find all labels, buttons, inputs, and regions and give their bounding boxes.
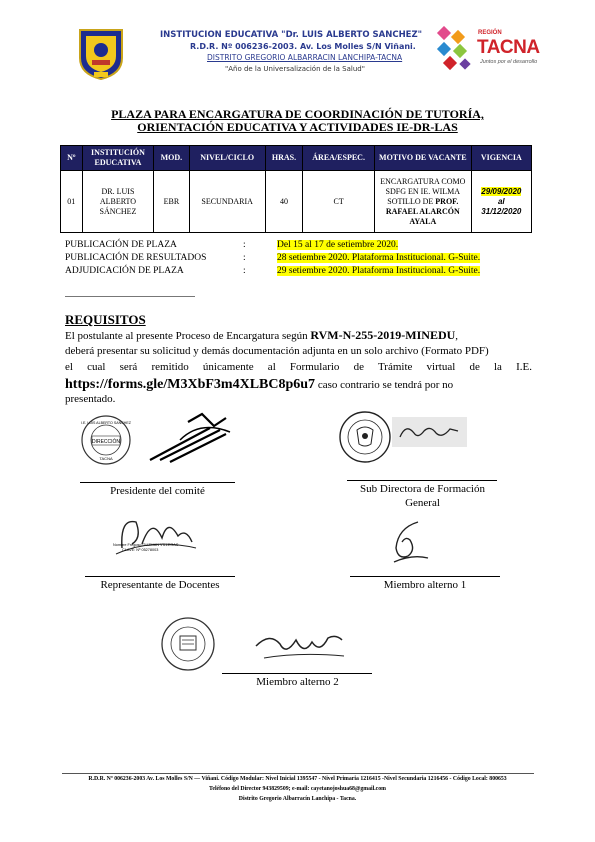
- validity-to: 31/12/2020: [481, 206, 522, 216]
- signature-line-5: [222, 673, 372, 674]
- divider-short: [65, 296, 195, 297]
- requisitos-heading: REQUISITOS: [65, 312, 146, 327]
- requisitos-rvm: RVM-N-255-2019-MINEDU: [310, 328, 456, 342]
- region-tacna-logo: [435, 26, 475, 74]
- footer-line-2: Teléfono del Director 943829509; e-mail: cayetanojoshua68@gmail.com: [209, 786, 386, 792]
- pub-value-3: 29 setiembre 2020. Plataforma Institucional. G-Suite.: [277, 266, 481, 276]
- caption-alterno-2: Miembro alterno 2: [256, 676, 339, 688]
- stamp-representative-name: Nombre Fregoso GUZMAN VILLEGAS: [113, 543, 179, 547]
- pub-sep-3: :: [243, 266, 246, 276]
- requisitos-p1-end: ,: [455, 330, 459, 342]
- form-link[interactable]: https://forms.gle/M3XbF3m4XLBC8p6u7: [65, 377, 316, 392]
- year-motto: "Año de la Universalización de la Salud": [225, 65, 365, 73]
- vacancy-table: [60, 145, 532, 233]
- document-title-line1: PLAZA PARA ENCARGATURA DE COORDINACIÓN DE TUTORÍA,: [111, 107, 484, 121]
- col-header-num: Nº: [61, 146, 83, 171]
- caption-representative: Representante de Docentes: [100, 579, 220, 591]
- region-label-big: TACNA: [477, 37, 540, 58]
- signature-line-4: [350, 576, 500, 577]
- pub-sep-2: :: [243, 253, 246, 263]
- cell-level: SECUNDARIA: [189, 171, 265, 233]
- col-header-validity: VIGENCIA: [471, 146, 531, 171]
- pub-value-2: 28 setiembre 2020. Plataforma Institucional. G-Suite.: [277, 253, 481, 263]
- caption-subdirector-2: General: [405, 497, 440, 509]
- requisitos-p4-rest: caso contrario se tendrá por no: [315, 379, 454, 391]
- requisitos-p2: deberá presentar su solicitud y demás documentación adjunta en un solo archivo (Formato PDF): [65, 345, 489, 357]
- school-district: DISTRITO GREGORIO ALBARRACIN LANCHIPA-TACNA: [207, 53, 403, 62]
- pub-label-1: PUBLICACIÓN DE PLAZA: [65, 240, 177, 250]
- col-header-institution: INSTITUCIÓN EDUCATIVA: [82, 146, 154, 171]
- col-header-reason: MOTIVO DE VACANTE: [374, 146, 471, 171]
- stamp-direccion-label: DIRECCIÓN: [91, 439, 121, 445]
- signature-president: [140, 410, 235, 468]
- pub-label-3: ADJUDICACIÓN DE PLAZA: [65, 266, 184, 276]
- cell-validity: [471, 171, 531, 233]
- footer-line-3: Distrito Gregorio Albarracín Lanchipa - Tacna.: [238, 796, 357, 802]
- table-row: [61, 171, 532, 233]
- footer-line-1: R.D.R. Nº 006236-2003 Av. Los Molles S/N — Viñani. Código Modular: Nivel Inicial 1395547 - Nivel Primaria 1216415 -Nivel Secundaria 1216456 - Código Local: 800653: [88, 776, 507, 782]
- signature-line-2: [347, 480, 497, 481]
- school-logo: [78, 28, 124, 80]
- region-label-small: REGIÓN: [478, 30, 502, 36]
- table-header-row: [61, 146, 532, 171]
- signature-alterno-1: [388, 518, 434, 570]
- signature-line-1: [80, 482, 235, 483]
- requisitos-p1-text: El postulante al presente Proceso de Encargatura según: [65, 330, 308, 342]
- signature-alterno-2: [250, 626, 350, 668]
- stamp-direccion: [80, 414, 132, 466]
- stamp-direccion-top: I.E. LUIS ALBERTO SANCHEZ: [81, 421, 131, 425]
- signature-subdirector: [392, 415, 467, 449]
- reason-name: PROF. RAFAEL ALARCÓN AYALA: [385, 196, 460, 226]
- caption-president: Presidente del comité: [110, 485, 205, 497]
- requisitos-p5: presentado.: [65, 393, 116, 405]
- col-header-hours: HRAS.: [265, 146, 303, 171]
- cell-hours: 40: [265, 171, 303, 233]
- pub-label-2: PUBLICACIÓN DE RESULTADOS: [65, 253, 207, 263]
- validity-from: 29/09/2020: [481, 186, 522, 196]
- pub-value-1: Del 15 al 17 de setiembre 2020.: [277, 240, 399, 250]
- footer-divider: [62, 773, 534, 774]
- cell-num: 01: [61, 171, 83, 233]
- cell-mod: EBR: [154, 171, 189, 233]
- requisitos-p4: [65, 375, 535, 393]
- cell-institution: DR. LUIS ALBERTO SÁNCHEZ: [82, 171, 154, 233]
- caption-subdirector-1: Sub Directora de Formación: [360, 483, 485, 495]
- school-rdr: R.D.R. Nº 006236-2003. Av. Los Molles S/N Viñani.: [190, 42, 416, 51]
- signature-line-3: [85, 576, 235, 577]
- col-header-mod: MOD.: [154, 146, 189, 171]
- stamp-direccion-bottom: TACNA: [99, 456, 113, 461]
- region-tagline: Juntos por el desarrollo: [480, 59, 538, 65]
- pub-sep-1: :: [243, 240, 246, 250]
- caption-alterno-1: Miembro alterno 1: [383, 579, 467, 591]
- requisitos-p1: [65, 328, 532, 343]
- col-header-level: NIVEL/CICLO: [189, 146, 265, 171]
- stamp-alterno-2: [160, 616, 216, 672]
- cell-area: CT: [303, 171, 375, 233]
- document-title-line2: ORIENTACIÓN EDUCATIVA Y ACTIVIDADES IE-DR-LAS: [137, 120, 458, 134]
- requisitos-p3: el cual será remitido únicamente al Formulario de Trámite virtual de la I.E.: [65, 361, 532, 373]
- col-header-area: ÁREA/ESPEC.: [303, 146, 375, 171]
- school-name: INSTITUCION EDUCATIVA "Dr. LUIS ALBERTO SANCHEZ": [160, 30, 423, 40]
- stamp-representative-code: CLAVE: Nº 05278003: [122, 548, 159, 552]
- reason-text: ENCARGATURA COMO SDFG EN IE. WILMA SOTILLO DE: [380, 176, 466, 206]
- cell-reason: [374, 171, 471, 233]
- validity-al: al: [497, 196, 505, 206]
- stamp-subdirection: [338, 410, 392, 464]
